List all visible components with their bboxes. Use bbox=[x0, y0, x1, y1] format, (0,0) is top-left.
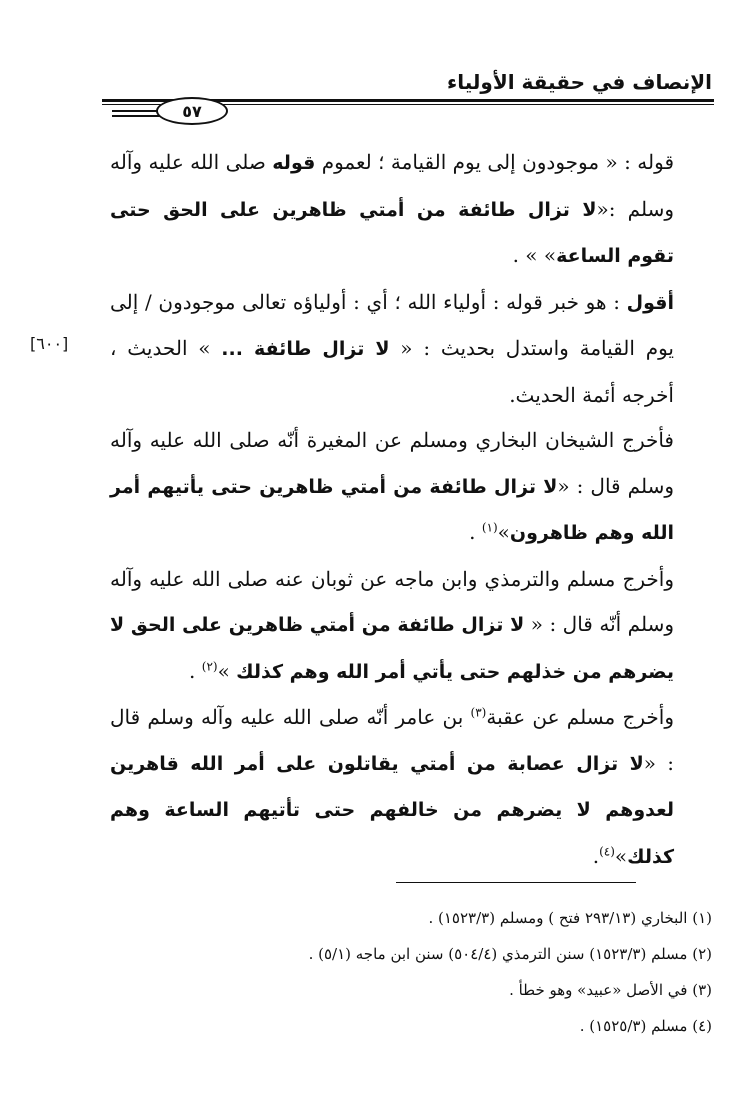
paragraph-3: فأخرج الشيخان البخاري ومسلم عن المغيرة أنّه صلى الله عليه وآله وسلم قال : «لا تزال طائفة من أمتي ظاهرين حتى يأتيهم أمر الله وهم ظاهرون»$^{(١)}$ . bbox=[110, 428, 674, 544]
footnote-ref-4: (٤) bbox=[599, 843, 615, 858]
paragraph-1: قوله : « موجودون إلى يوم القيامة ؛ لعموم قوله صلى الله عليه وآله وسلم :«لا تزال طائفة من أمتي ظاهرين على الحق حتى تقوم الساعة» » . bbox=[110, 150, 675, 267]
main-text bbox=[110, 140, 712, 880]
header-left-rule bbox=[112, 110, 160, 112]
footnote-1: (١) البخاري (٢٩٣/١٣ فتح ) ومسلم (١٥٢٣/٣) . bbox=[428, 909, 712, 927]
paragraph-5: وأخرج مسلم عن عقبة$^{(٣)}$ بن عامر أنّه صلى الله عليه وآله وسلم قال : «لا تزال عصابة من أمتي يقاتلون على أمر الله قاهرين لعدوهم لا يضرهم من خالفهم حتى تأتيهم الساعة وهم كذلك»$^{(٤)}$. bbox=[110, 705, 674, 868]
footnote-ref-1: (١) bbox=[481, 520, 498, 535]
header-left-rule-lower bbox=[112, 115, 160, 117]
footnote-ref-3: (٣) bbox=[470, 705, 487, 720]
page-number-badge bbox=[156, 97, 228, 125]
paragraph-2: أقول : هو خبر قوله : أولياء الله ؛ أي : أولياؤه تعالى موجودون / إلى يوم القيامة واستدل بحديث : « لا تزال طائفة ... » الحديث ، أخرجه أئمة الحديث. bbox=[110, 289, 675, 407]
paragraph-4: وأخرج مسلم والترمذي وابن ماجه عن ثوبان عنه صلى الله عليه وآله وسلم أنّه قال : « لا تزال طائفة من أمتي ظاهرين على الحق لا يضرهم من خذلهم حتى يأتي أمر الله وهم كذلك »$^{(٢)}$ . bbox=[110, 566, 675, 683]
margin-reference: [٦٠٠] bbox=[30, 334, 69, 353]
footnote-separator bbox=[396, 882, 636, 883]
footnote-2: (٢) مسلم (١٥٢٣/٣) سنن الترمذي (٥٠٤/٤) سنن ابن ماجه (٥/١) . bbox=[308, 945, 712, 963]
footnote-3: (٣) في الأصل «عبيد» وهو خطأ . bbox=[509, 981, 712, 999]
footnote-ref-2: (٢) bbox=[201, 658, 218, 673]
running-header-title: الإنصاف في حقيقة الأولياء bbox=[446, 70, 712, 94]
page-number: ٥٧ bbox=[182, 101, 202, 121]
footnote-4: (٤) مسلم (١٥٢٥/٣) . bbox=[579, 1017, 712, 1035]
footnotes bbox=[110, 900, 712, 1044]
